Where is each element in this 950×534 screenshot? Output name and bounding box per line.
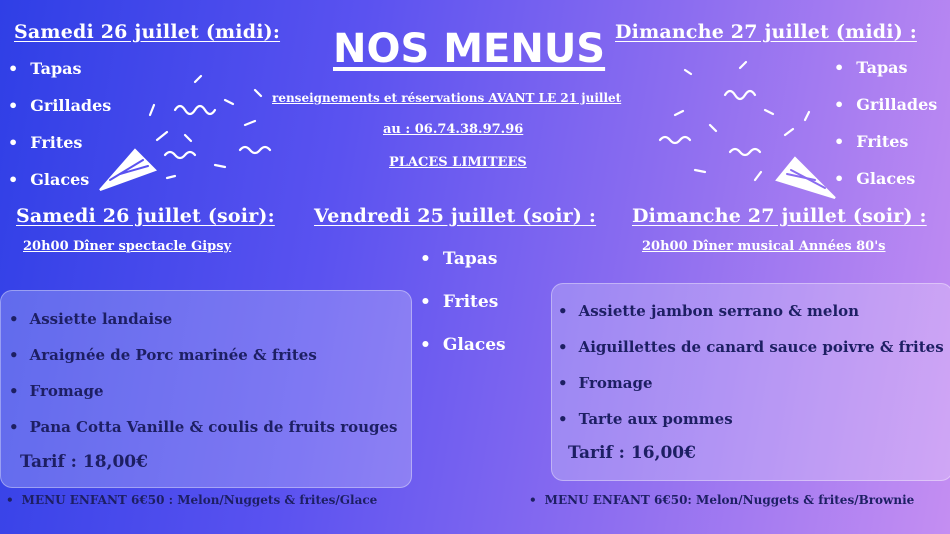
dimanche-soir-tarif: Tarif : 16,00€ <box>568 443 696 463</box>
party-popper-left-icon <box>95 70 275 195</box>
dimanche-soir-heading: Dimanche 27 juillet (soir) : <box>632 205 927 227</box>
dimanche-soir-panel <box>551 283 950 481</box>
page-title: NOS MENUS <box>333 26 606 72</box>
list-item: • Grillades <box>8 95 111 132</box>
vendredi-soir-heading: Vendredi 25 juillet (soir) : <box>314 205 597 227</box>
reservation-info: renseignements et réservations AVANT LE 21 juillet <box>272 91 622 105</box>
samedi-midi-heading: Samedi 26 juillet (midi): <box>14 21 281 43</box>
dimanche-midi-heading: Dimanche 27 juillet (midi) : <box>615 21 917 43</box>
samedi-soir-heading: Samedi 26 juillet (soir): <box>16 205 275 227</box>
list-item: • Assiette jambon serrano & melon <box>558 301 944 337</box>
list-item: • Glaces <box>420 333 506 376</box>
list-item: • Glaces <box>834 168 937 205</box>
list-item: • Glaces <box>8 169 111 206</box>
samedi-soir-panel <box>0 290 412 488</box>
list-item: • Aiguillettes de canard sauce poivre & frites <box>558 337 944 373</box>
list-item: • Pana Cotta Vanille & coulis de fruits rouges <box>9 417 398 453</box>
samedi-soir-list <box>9 309 398 453</box>
list-item: • Frites <box>420 290 506 333</box>
dimanche-menu-enfant: • MENU ENFANT 6€50: Melon/Nuggets & frites/Brownie <box>529 493 914 507</box>
samedi-soir-tarif: Tarif : 18,00€ <box>20 452 148 472</box>
dimanche-soir-list <box>558 301 944 445</box>
list-item: • Grillades <box>834 94 937 131</box>
samedi-soir-subtitle: 20h00 Dîner spectacle Gipsy <box>23 239 232 254</box>
list-item: • Frites <box>8 132 111 169</box>
vendredi-soir-list <box>420 247 506 376</box>
places-limitees: PLACES LIMITEES <box>389 155 527 170</box>
list-item: • Frites <box>834 131 937 168</box>
dimanche-soir-subtitle: 20h00 Dîner musical Années 80's <box>642 239 886 254</box>
list-item: • Araignée de Porc marinée & frites <box>9 345 398 381</box>
list-item: • Assiette landaise <box>9 309 398 345</box>
list-item: • Fromage <box>558 373 944 409</box>
list-item: • Tapas <box>8 58 111 95</box>
list-item: • Tarte aux pommes <box>558 409 944 445</box>
list-item: • Tapas <box>420 247 506 290</box>
samedi-menu-enfant: • MENU ENFANT 6€50 : Melon/Nuggets & frites/Glace <box>6 493 377 507</box>
list-item: • Tapas <box>834 57 937 94</box>
party-popper-right-icon <box>655 60 840 200</box>
phone-number: au : 06.74.38.97.96 <box>383 122 524 137</box>
dimanche-midi-list <box>834 57 937 205</box>
list-item: • Fromage <box>9 381 398 417</box>
